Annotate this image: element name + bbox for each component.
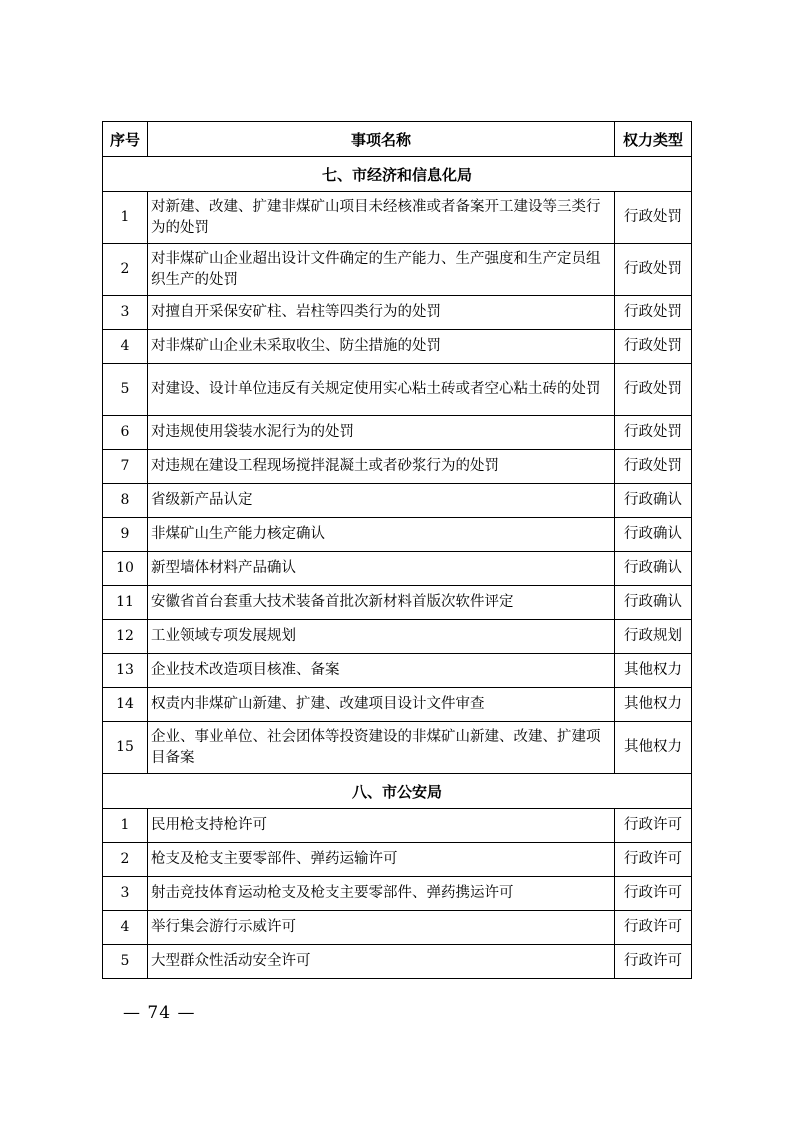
section-header-row <box>103 774 692 809</box>
section-title: 八、市公安局 <box>103 774 692 809</box>
table-row <box>103 296 692 330</box>
table-row <box>103 330 692 364</box>
row-item-name: 工业领域专项发展规划 <box>148 620 615 654</box>
row-item-name: 民用枪支持枪许可 <box>148 809 615 843</box>
table-row <box>103 877 692 911</box>
row-index: 6 <box>103 416 148 450</box>
table-row <box>103 192 692 244</box>
row-index: 7 <box>103 450 148 484</box>
row-power-type: 行政处罚 <box>615 450 692 484</box>
row-index: 1 <box>103 809 148 843</box>
row-power-type: 行政处罚 <box>615 296 692 330</box>
row-item-name: 枪支及枪支主要零部件、弹药运输许可 <box>148 843 615 877</box>
page-number: — 74 — <box>123 1003 196 1023</box>
table-row <box>103 364 692 416</box>
row-power-type: 行政许可 <box>615 809 692 843</box>
row-index: 4 <box>103 911 148 945</box>
row-index: 3 <box>103 877 148 911</box>
row-item-name: 省级新产品认定 <box>148 484 615 518</box>
row-power-type: 行政处罚 <box>615 330 692 364</box>
row-index: 2 <box>103 244 148 296</box>
row-index: 11 <box>103 586 148 620</box>
table-row <box>103 722 692 774</box>
row-item-name: 企业、事业单位、社会团体等投资建设的非煤矿山新建、改建、扩建项目备案 <box>148 722 615 774</box>
table-row <box>103 688 692 722</box>
section-title: 七、市经济和信息化局 <box>103 157 692 192</box>
row-index: 15 <box>103 722 148 774</box>
row-power-type: 行政处罚 <box>615 244 692 296</box>
table-row <box>103 945 692 979</box>
table-row <box>103 809 692 843</box>
row-power-type: 行政许可 <box>615 877 692 911</box>
row-index: 13 <box>103 654 148 688</box>
row-power-type: 行政处罚 <box>615 416 692 450</box>
header-name: 事项名称 <box>148 122 615 157</box>
table-row <box>103 416 692 450</box>
row-power-type: 行政处罚 <box>615 192 692 244</box>
row-index: 14 <box>103 688 148 722</box>
row-power-type: 行政处罚 <box>615 364 692 416</box>
section-header-row <box>103 157 692 192</box>
row-item-name: 权责内非煤矿山新建、扩建、改建项目设计文件审查 <box>148 688 615 722</box>
row-item-name: 对擅自开采保安矿柱、岩柱等四类行为的处罚 <box>148 296 615 330</box>
table-row <box>103 620 692 654</box>
row-item-name: 大型群众性活动安全许可 <box>148 945 615 979</box>
table-body <box>103 157 692 979</box>
row-index: 5 <box>103 364 148 416</box>
table-row <box>103 654 692 688</box>
row-index: 3 <box>103 296 148 330</box>
row-item-name: 对违规在建设工程现场搅拌混凝土或者砂浆行为的处罚 <box>148 450 615 484</box>
table-row <box>103 244 692 296</box>
row-index: 10 <box>103 552 148 586</box>
row-index: 1 <box>103 192 148 244</box>
row-item-name: 安徽省首台套重大技术装备首批次新材料首版次软件评定 <box>148 586 615 620</box>
table-row <box>103 843 692 877</box>
row-power-type: 行政许可 <box>615 945 692 979</box>
table-row <box>103 518 692 552</box>
row-item-name: 对非煤矿山企业超出设计文件确定的生产能力、生产强度和生产定员组织生产的处罚 <box>148 244 615 296</box>
row-power-type: 行政确认 <box>615 586 692 620</box>
row-item-name: 对违规使用袋装水泥行为的处罚 <box>148 416 615 450</box>
table-row <box>103 586 692 620</box>
row-item-name: 对建设、设计单位违反有关规定使用实心粘土砖或者空心粘土砖的处罚 <box>148 364 615 416</box>
table-row <box>103 484 692 518</box>
row-index: 4 <box>103 330 148 364</box>
row-index: 8 <box>103 484 148 518</box>
row-item-name: 对非煤矿山企业未采取收尘、防尘措施的处罚 <box>148 330 615 364</box>
row-power-type: 行政许可 <box>615 911 692 945</box>
row-item-name: 企业技术改造项目核准、备案 <box>148 654 615 688</box>
row-power-type: 其他权力 <box>615 722 692 774</box>
row-item-name: 对新建、改建、扩建非煤矿山项目未经核准或者备案开工建设等三类行为的处罚 <box>148 192 615 244</box>
row-power-type: 其他权力 <box>615 654 692 688</box>
row-power-type: 行政确认 <box>615 518 692 552</box>
header-index: 序号 <box>103 122 148 157</box>
row-index: 9 <box>103 518 148 552</box>
row-index: 5 <box>103 945 148 979</box>
table-header-row <box>103 122 692 157</box>
row-item-name: 射击竞技体育运动枪支及枪支主要零部件、弹药携运许可 <box>148 877 615 911</box>
table-row <box>103 911 692 945</box>
power-list-table <box>102 121 692 979</box>
row-power-type: 行政确认 <box>615 484 692 518</box>
table-row <box>103 552 692 586</box>
row-index: 12 <box>103 620 148 654</box>
row-item-name: 举行集会游行示威许可 <box>148 911 615 945</box>
header-type: 权力类型 <box>615 122 692 157</box>
row-item-name: 新型墙体材料产品确认 <box>148 552 615 586</box>
row-item-name: 非煤矿山生产能力核定确认 <box>148 518 615 552</box>
row-power-type: 其他权力 <box>615 688 692 722</box>
row-power-type: 行政规划 <box>615 620 692 654</box>
row-power-type: 行政确认 <box>615 552 692 586</box>
table-row <box>103 450 692 484</box>
row-index: 2 <box>103 843 148 877</box>
row-power-type: 行政许可 <box>615 843 692 877</box>
